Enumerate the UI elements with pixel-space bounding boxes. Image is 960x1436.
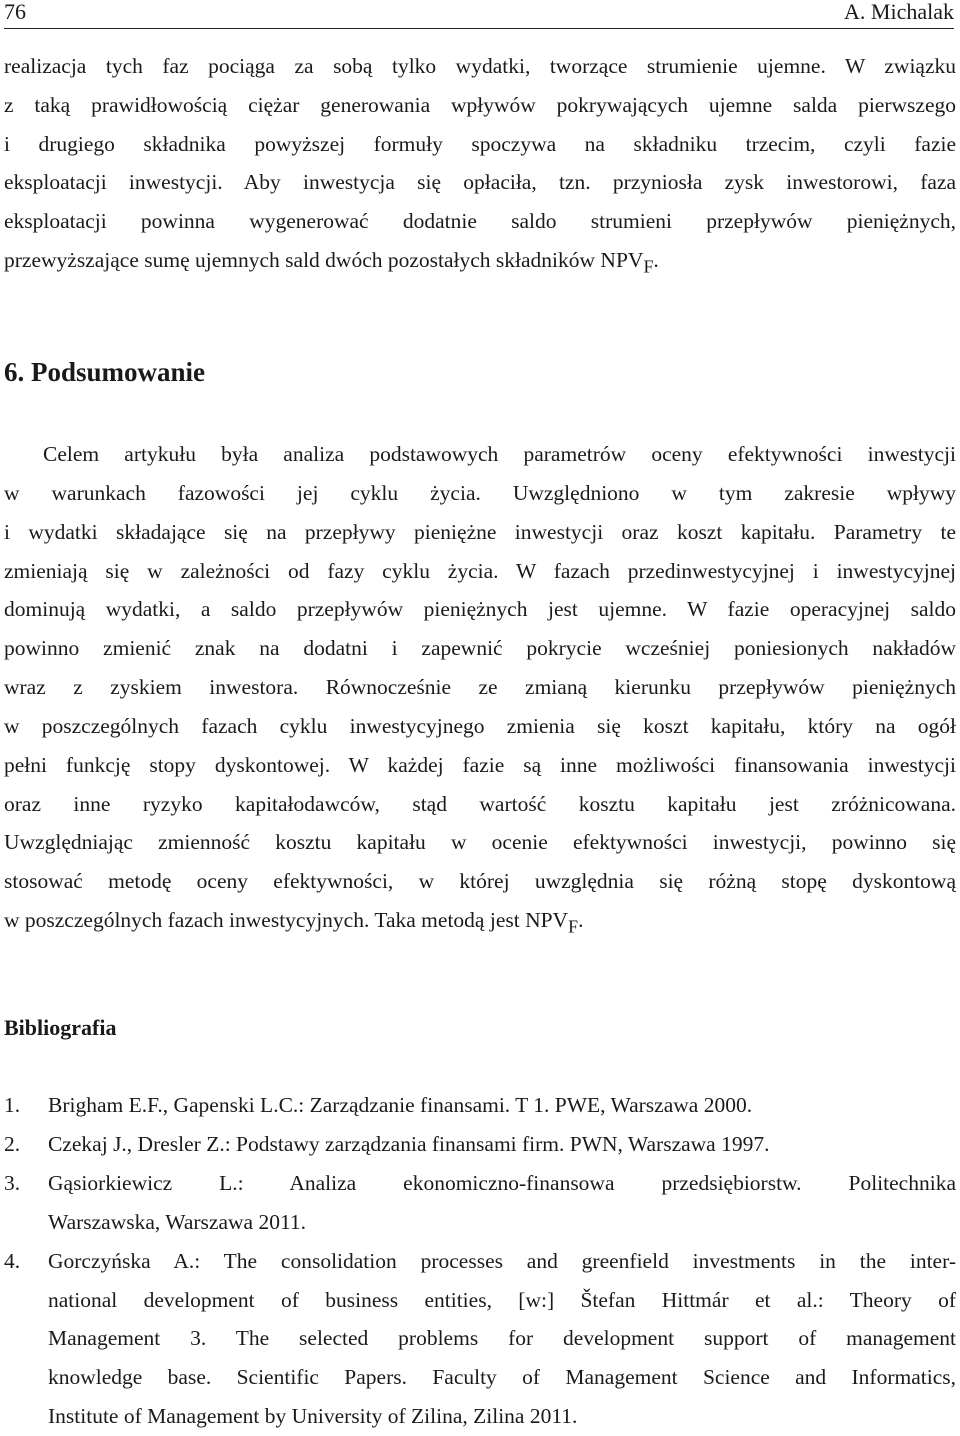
reference-item bbox=[4, 1125, 956, 1164]
page-header bbox=[4, 0, 954, 29]
reference-line: knowledge base. Scientific Papers. Faculty of Management Science and Informatics, bbox=[48, 1365, 956, 1390]
reference-line: Gąsiorkiewicz L.: Analiza ekonomiczno-finansowa przedsiębiorstw. Politechnika bbox=[48, 1170, 956, 1195]
text-line: Celem artykułu była analiza podstawowych parametrów oceny efektywności inwestycji bbox=[43, 442, 956, 466]
reference-number: 1. bbox=[4, 1093, 21, 1117]
text-line: zmieniają się w zależności od fazy cyklu życia. W fazach przedinwestycyjnej i inwestycyjnej bbox=[4, 558, 956, 583]
text-line: z taką prawidłowością ciężar generowania wpływów pokrywających ujemne salda pierwszego bbox=[4, 92, 956, 117]
text-line: eksploatacji inwestycji. Aby inwestycja się opłaciła, tzn. przyniosła zysk inwestorowi, faza bbox=[4, 170, 956, 195]
bibliography-list bbox=[4, 1086, 956, 1436]
text-line: oraz inne ryzyko kapitałodawców, stąd wartość kosztu kapitału jest zróżnicowana. bbox=[4, 791, 956, 816]
subscript: F bbox=[568, 916, 579, 937]
text-line bbox=[4, 241, 956, 286]
reference-line: Gorczyńska A.: The consolidation processes and greenfield investments in the inter- bbox=[48, 1248, 956, 1273]
reference-number: 4. bbox=[4, 1248, 21, 1273]
reference-line: national development of business entities, [w:] Štefan Hittmár et al.: Theory of bbox=[48, 1287, 956, 1312]
reference-line: Warszawska, Warszawa 2011. bbox=[48, 1209, 307, 1234]
reference-line: Institute of Management by University of Zilina, Zilina 2011. bbox=[48, 1404, 578, 1429]
summary-paragraph bbox=[4, 435, 956, 946]
reference-item bbox=[4, 1164, 956, 1242]
reference-line: Brigham E.F., Gapenski L.C.: Zarządzanie finansami. T 1. PWE, Warszawa 2000. bbox=[48, 1093, 753, 1117]
line-text: w poszczególnych fazach inwestycyjnych. Taka metodą jest NPV bbox=[4, 908, 569, 933]
text-line: eksploatacji powinna wygenerować dodatnie saldo strumieni przepływów pieniężnych, bbox=[4, 209, 956, 234]
text-line: w poszczególnych fazach cyklu inwestycyjnego zmienia się koszt kapitału, który na ogół bbox=[4, 713, 956, 738]
text-line: w warunkach fazowości jej cyklu życia. Uwzględniono w tym zakresie wpływy bbox=[4, 480, 956, 505]
reference-item bbox=[4, 1086, 956, 1125]
text-line: stosować metodę oceny efektywności, w której uwzględnia się różną stopę dyskontową bbox=[4, 869, 956, 894]
page-number: 76 bbox=[4, 0, 26, 24]
subscript: F bbox=[643, 256, 654, 277]
text-line: i drugiego składnika powyższej formuły spoczywa na składniku trzecim, czyli fazie bbox=[4, 131, 956, 156]
section-heading: 6. Podsumowanie bbox=[4, 357, 206, 387]
reference-line: Czekaj J., Dresler Z.: Podstawy zarządzania finansami firm. PWN, Warszawa 1997. bbox=[48, 1131, 770, 1156]
reference-line: Management 3. The selected problems for development support of management bbox=[48, 1326, 956, 1351]
text-line: i wydatki składające się na przepływy pieniężne inwestycji oraz koszt kapitału. Parametry te bbox=[4, 519, 956, 544]
running-author: A. Michalak bbox=[844, 0, 954, 24]
text-line: Uwzględniając zmienność kosztu kapitału w ocenie efektywności inwestycji, powinno się bbox=[4, 830, 956, 855]
text-line: wraz z zyskiem inwestora. Równocześnie ze zmianą kierunku przepływów pieniężnych bbox=[4, 675, 956, 700]
text-line: pełni funkcję stopy dyskontowej. W każdej fazie są inne możliwości finansowania inwestycji bbox=[4, 752, 956, 777]
reference-number: 3. bbox=[4, 1170, 21, 1195]
text-line: dominują wydatki, a saldo przepływów pieniężnych jest ujemne. W fazie operacyjnej saldo bbox=[4, 597, 956, 622]
line-text: przewyższające sumę ujemnych sald dwóch pozostałych składników NPV bbox=[4, 247, 644, 272]
reference-number: 2. bbox=[4, 1131, 21, 1156]
line-end: . bbox=[578, 908, 584, 933]
intro-paragraph bbox=[4, 47, 956, 286]
bibliography-heading: Bibliografia bbox=[4, 1015, 117, 1040]
text-line bbox=[4, 901, 956, 946]
text-line: powinno zmienić znak na dodatni i zapewnić pokrycie wcześniej poniesionych nakładów bbox=[4, 636, 956, 661]
text-line: realizacja tych faz pociąga za sobą tylko wydatki, tworzące strumienie ujemne. W związku bbox=[4, 54, 956, 78]
line-end: . bbox=[653, 247, 659, 272]
reference-item bbox=[4, 1242, 956, 1436]
